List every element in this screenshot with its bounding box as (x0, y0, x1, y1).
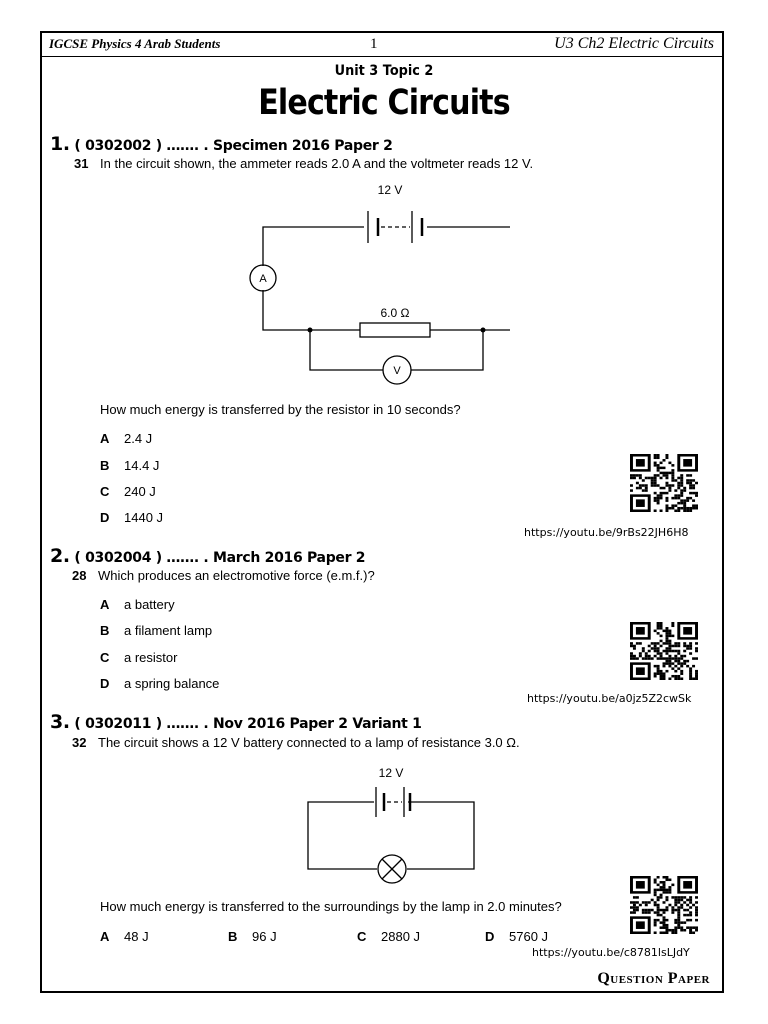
wire (308, 802, 377, 869)
qr-code-icon[interactable] (630, 622, 698, 680)
wire (310, 330, 383, 370)
ammeter-label: A (259, 273, 267, 285)
wire (407, 802, 474, 869)
junction-dot (481, 328, 486, 333)
question-index: 3. (50, 711, 70, 733)
question-text: The circuit shows a 12 V battery connected to a lamp of resistance 3.0 Ω. (98, 735, 520, 750)
question-text: In the circuit shown, the ammeter reads 2.0 A and the voltmeter reads 12 V. (100, 156, 534, 171)
question-source: ( 0302002 ) ……. . Specimen 2016 Paper 2 (69, 138, 393, 154)
question-number: 32 (72, 735, 87, 750)
option-a: A 48 J (100, 929, 149, 944)
circuit-diagram-3 (300, 762, 485, 887)
question-2-stem (72, 568, 375, 583)
qr-code-icon[interactable] (630, 454, 698, 512)
resistor-label: 6.0 Ω (380, 306, 410, 320)
question-number: 28 (72, 568, 87, 583)
question-text: Which produces an electromotive force (e.m.f.)? (98, 568, 375, 583)
option-c: C a resistor (100, 650, 178, 665)
question-2-heading (50, 545, 365, 567)
option-c: C 2880 J (357, 929, 421, 944)
voltmeter-label: V (393, 365, 401, 377)
option-d: D a spring balance (100, 676, 220, 691)
option-b: B 96 J (228, 929, 277, 944)
qr-code-icon[interactable] (630, 876, 698, 934)
wire (411, 330, 483, 370)
question-3-stem (72, 735, 520, 750)
option-a: A a battery (100, 597, 175, 612)
question-3-prompt: How much energy is transferred to the surroundings by the lamp in 2.0 minutes? (100, 899, 562, 914)
question-1-stem (74, 156, 533, 171)
video-link[interactable]: https://youtu.be/a0jz5Z2cwSk (527, 692, 692, 705)
page-title: Electric Circuits (258, 83, 510, 123)
option-b: B a filament lamp (100, 623, 213, 638)
wire (427, 227, 510, 330)
unit-subtitle: Unit 3 Topic 2 (334, 63, 434, 79)
header-divider (42, 56, 722, 57)
resistor-symbol (360, 323, 430, 337)
header-chapter: U3 Ch2 Electric Circuits (554, 35, 714, 52)
question-index: 2. (50, 545, 70, 567)
question-1-heading (50, 133, 393, 155)
option-a: A 2.4 J (100, 431, 153, 446)
junction-dot (308, 328, 313, 333)
battery-label: 12 V (377, 183, 403, 197)
option-d: D 5760 J (485, 929, 549, 944)
question-3-heading (50, 711, 422, 733)
question-number: 31 (74, 156, 89, 171)
page-number: 1 (370, 36, 378, 52)
header-course: IGCSE Physics 4 Arab Students (49, 36, 221, 51)
option-c: C 240 J (100, 484, 156, 499)
battery-label: 12 V (378, 766, 404, 780)
option-b: B 14.4 J (100, 458, 160, 473)
question-index: 1. (50, 133, 70, 155)
question-1-prompt: How much energy is transferred by the resistor in 10 seconds? (100, 402, 461, 417)
wire (263, 290, 360, 330)
page-footer: Question Paper (597, 970, 710, 987)
question-source: ( 0302011 ) ……. . Nov 2016 Paper 2 Variant 1 (69, 716, 422, 732)
video-link[interactable]: https://youtu.be/c8781lsLJdY (532, 946, 690, 959)
question-source: ( 0302004 ) ……. . March 2016 Paper 2 (69, 550, 366, 566)
option-d: D 1440 J (100, 510, 164, 525)
video-link[interactable]: https://youtu.be/9rBs22JH6H8 (524, 526, 689, 539)
wire (263, 227, 364, 266)
circuit-diagram-1 (240, 180, 510, 385)
